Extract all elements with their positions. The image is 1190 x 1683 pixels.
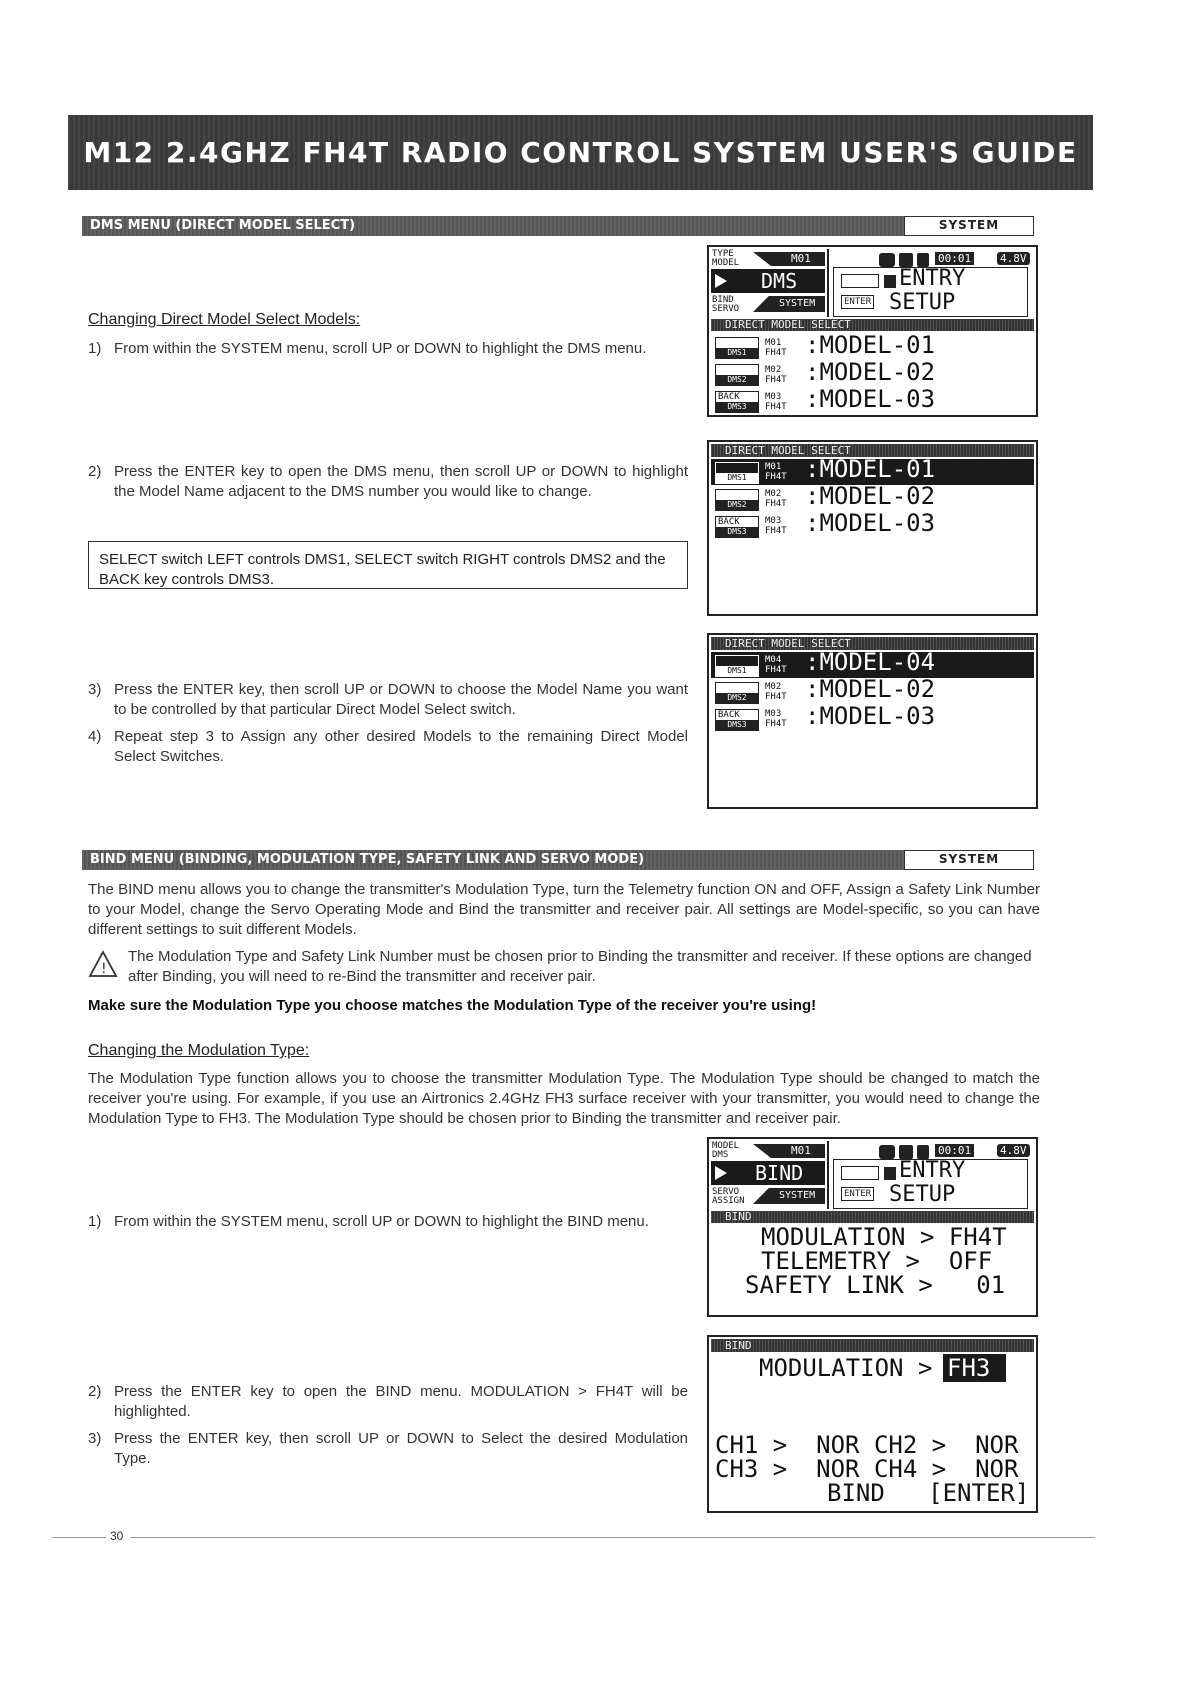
step-text: Press the ENTER key to open the BIND menu. MODULATION > FH4T will be highlighted. (114, 1383, 688, 1420)
row2-model-name: :MODEL-02 (805, 482, 936, 510)
lcd-dms-menu (707, 245, 1038, 417)
enter-key-label: ENTER (841, 295, 874, 309)
dms3-key-label: DMS3 (716, 720, 758, 730)
lcd-dms-select (707, 440, 1038, 616)
signal-icon (879, 253, 895, 267)
divider (827, 249, 829, 317)
row3-type: FH4T (765, 719, 787, 729)
speaker-icon (917, 253, 929, 267)
row3-model-name: :MODEL-03 (805, 702, 936, 730)
row2-model-name: :MODEL-02 (805, 358, 936, 386)
modulation-line: MODULATION > FH4T (761, 1223, 1007, 1251)
dms2-key-label: DMS2 (716, 693, 758, 703)
channel-line-2: CH3 > NOR CH4 > NOR (715, 1455, 1019, 1483)
row1-model-name: :MODEL-01 (805, 331, 936, 359)
footer-rule-left (52, 1537, 106, 1538)
dms2-key-icon (715, 489, 759, 511)
dms3-key-icon (715, 516, 759, 538)
row1-model-name: :MODEL-01 (805, 455, 936, 483)
model-id-tab (753, 1144, 825, 1158)
dms3-key-label: DMS3 (716, 402, 758, 412)
direct-model-select-header: DIRECT MODEL SELECT (711, 319, 1034, 331)
dms1-key-label: DMS1 (716, 473, 758, 483)
row2-type: FH4T (765, 692, 787, 702)
dms-step-3 (88, 680, 688, 720)
dms2-key-label: DMS2 (716, 375, 758, 385)
channel-line-1: CH1 > NOR CH2 > NOR (715, 1431, 1019, 1459)
bind-step-1 (88, 1212, 688, 1232)
current-menu-label: DMS (761, 269, 798, 293)
select-key-icon (841, 274, 879, 288)
dms1-key-icon (715, 462, 759, 484)
direct-model-select-header: DIRECT MODEL SELECT (711, 444, 1034, 457)
modulation-value-selected: FH3 (943, 1354, 1006, 1382)
bind-step-3 (88, 1429, 688, 1469)
warning-icon (88, 950, 118, 978)
setup-label: SETUP (889, 1182, 956, 1207)
sub-menu-label: SERVO ASSIGN (712, 1187, 745, 1206)
row1-model-name: :MODEL-04 (805, 648, 936, 676)
dms1-key-label: DMS1 (716, 348, 758, 358)
step-text: Press the ENTER key, then scroll UP or DOWN to Select the desired Modulation Type. (114, 1430, 688, 1467)
step-number: 2) (88, 463, 102, 480)
modulation-subheading: Changing the Modulation Type: (88, 1042, 310, 1059)
step-text: Repeat step 3 to Assign any other desired Models to the remaining Direct Model Select Switches. (114, 728, 688, 765)
guide-title-banner (68, 115, 1093, 190)
model-id-tab (753, 252, 825, 266)
dms1-key-icon (715, 655, 759, 677)
setup-label: SETUP (889, 290, 956, 315)
row3-model-id: M03 (765, 516, 782, 526)
row3-model-id: M03 (765, 709, 782, 719)
dms-menu-highlight (711, 269, 825, 293)
direct-model-select-header: DIRECT MODEL SELECT (711, 637, 1034, 650)
step-number: 1) (88, 340, 102, 357)
pointer-icon (715, 274, 727, 288)
back-key-label: BACK (718, 710, 740, 720)
dms1-key-icon (715, 337, 759, 359)
row2-model-id: M02 (765, 489, 782, 499)
dms3-key-icon (715, 709, 759, 731)
row3-model-name: :MODEL-03 (805, 509, 936, 537)
modulation-paragraph: The Modulation Type function allows you to choose the transmitter Modulation Type. The Modulation Type should be changed to match the receiver you're using. For example, if you use an Airtronics 2.4GHz FH3 surface receiver with your transmitter, you would need to change the Modulation Type to FH3. The Modulation Type should be chosen prior to Binding the transmitter and receiver pair. (88, 1070, 1040, 1127)
row3-model-name: :MODEL-03 (805, 385, 936, 413)
dms2-key-icon (715, 682, 759, 704)
row2-model-id: M02 (765, 365, 782, 375)
dms3-key-icon (715, 391, 759, 413)
dms-note-box (88, 541, 688, 589)
timer-display: 00:01 (935, 252, 974, 265)
speaker-icon (917, 1145, 929, 1159)
dms-system-tag: SYSTEM (904, 216, 1034, 236)
lcd-bind-modulation (707, 1335, 1038, 1513)
voltage-display: 4.8V (997, 1144, 1030, 1157)
divider (827, 1141, 829, 1209)
receiver-battery-icon (899, 1145, 913, 1159)
bind-header: BIND (711, 1339, 1034, 1352)
bind-bold-note: Make sure the Modulation Type you choose matches the Modulation Type of the receiver you're using! (88, 997, 817, 1014)
step-number: 3) (88, 681, 102, 698)
page-number: 30 (110, 1529, 124, 1543)
bind-enter-line: BIND [ENTER] (827, 1479, 1030, 1507)
step-number: 2) (88, 1383, 102, 1400)
dms1-key-label: DMS1 (716, 666, 758, 676)
row1-type: FH4T (765, 665, 787, 675)
dms-rows (711, 333, 1034, 413)
entry-label: ENTRY (899, 266, 966, 291)
dms2-key-icon (715, 364, 759, 386)
enter-key-label: ENTER (841, 1187, 874, 1201)
row3-type: FH4T (765, 526, 787, 536)
sub-menu-label: BIND SERVO (712, 295, 740, 314)
modulation-label: MODULATION > (759, 1354, 933, 1382)
bind-intro: The BIND menu allows you to change the transmitter's Modulation Type, turn the Telemetry function ON and OFF, Assign a Safety Link Number to your Model, change the Servo Operating Mode and Bind the transmitter and receiver pair. All settings are Model-specific, so you can have different settings to suit different Models. (88, 881, 1040, 938)
timer-display: 00:01 (935, 1144, 974, 1157)
step-number: 3) (88, 1430, 102, 1447)
dms-step-1 (88, 339, 688, 359)
step-text: Press the ENTER key to open the DMS menu, then scroll UP or DOWN to highlight the Model Name adjacent to the DMS number you would like to change. (114, 463, 688, 500)
pointer-icon (715, 1166, 727, 1180)
telemetry-line: TELEMETRY > OFF (761, 1247, 993, 1275)
row2-type: FH4T (765, 499, 787, 509)
dms-note-text: SELECT switch LEFT controls DMS1, SELECT switch RIGHT controls DMS2 and the BACK key controls DMS3. (99, 551, 666, 588)
row1-type: FH4T (765, 472, 787, 482)
step-text: From within the SYSTEM menu, scroll UP or DOWN to highlight the DMS menu. (114, 340, 647, 357)
row1-model-id: M04 (765, 655, 782, 665)
safety-link-line: SAFETY LINK > 01 (745, 1271, 1006, 1299)
type-model-label: TYPE MODEL (712, 249, 740, 268)
svg-text:!: ! (101, 961, 107, 977)
system-tab-label: SYSTEM (779, 298, 816, 309)
voltage-display: 4.8V (997, 252, 1030, 265)
row3-model-id: M03 (765, 392, 782, 402)
current-menu-label: BIND (755, 1161, 804, 1185)
dms2-key-label: DMS2 (716, 500, 758, 510)
signal-icon (879, 1145, 895, 1159)
dms-step-2 (88, 462, 688, 502)
bind-step-2 (88, 1382, 688, 1422)
lcd-bind-menu (707, 1137, 1038, 1317)
row1-type: FH4T (765, 348, 787, 358)
bind-menu-highlight (711, 1161, 825, 1185)
row3-type: FH4T (765, 402, 787, 412)
row2-model-name: :MODEL-02 (805, 675, 936, 703)
guide-title: M12 2.4GHZ FH4T RADIO CONTROL SYSTEM USER'S GUIDE (83, 136, 1078, 169)
receiver-battery-icon (899, 253, 913, 267)
row2-type: FH4T (765, 375, 787, 385)
bind-system-tag: SYSTEM (904, 850, 1034, 870)
entry-arrow-icon (884, 275, 896, 288)
step-text: From within the SYSTEM menu, scroll UP or DOWN to highlight the BIND menu. (114, 1213, 649, 1230)
lcd-dms-assign (707, 633, 1038, 809)
bind-warning-text: The Modulation Type and Safety Link Number must be chosen prior to Binding the transmitter and receiver. If these options are changed after Binding, you will need to re-Bind the transmitter and receiver pair. (128, 948, 1032, 985)
step-number: 4) (88, 728, 102, 745)
dms3-key-label: DMS3 (716, 527, 758, 537)
bind-header: BIND (711, 1211, 1034, 1223)
model-dms-label: MODEL DMS (712, 1141, 740, 1160)
system-tab-label: SYSTEM (779, 1190, 816, 1201)
back-key-label: BACK (718, 392, 740, 402)
dms-step-4 (88, 727, 688, 767)
entry-label: ENTRY (899, 1158, 966, 1183)
back-key-label: BACK (718, 517, 740, 527)
step-text: Press the ENTER key, then scroll UP or DOWN to choose the Model Name you want to be controlled by that particular Direct Model Select switch. (114, 681, 688, 718)
row1-model-id: M01 (765, 462, 782, 472)
bind-section-title: BIND MENU (BINDING, MODULATION TYPE, SAFETY LINK AND SERVO MODE) (82, 850, 904, 870)
dms-section-title: DMS MENU (DIRECT MODEL SELECT) (82, 216, 904, 236)
footer-rule-right (130, 1537, 1095, 1538)
select-key-icon (841, 1166, 879, 1180)
entry-arrow-icon (884, 1167, 896, 1180)
row1-model-id: M01 (765, 338, 782, 348)
dms-subheading: Changing Direct Model Select Models: (88, 311, 361, 328)
row2-model-id: M02 (765, 682, 782, 692)
step-number: 1) (88, 1213, 102, 1230)
model-id: M01 (791, 1144, 811, 1157)
model-id: M01 (791, 252, 811, 265)
